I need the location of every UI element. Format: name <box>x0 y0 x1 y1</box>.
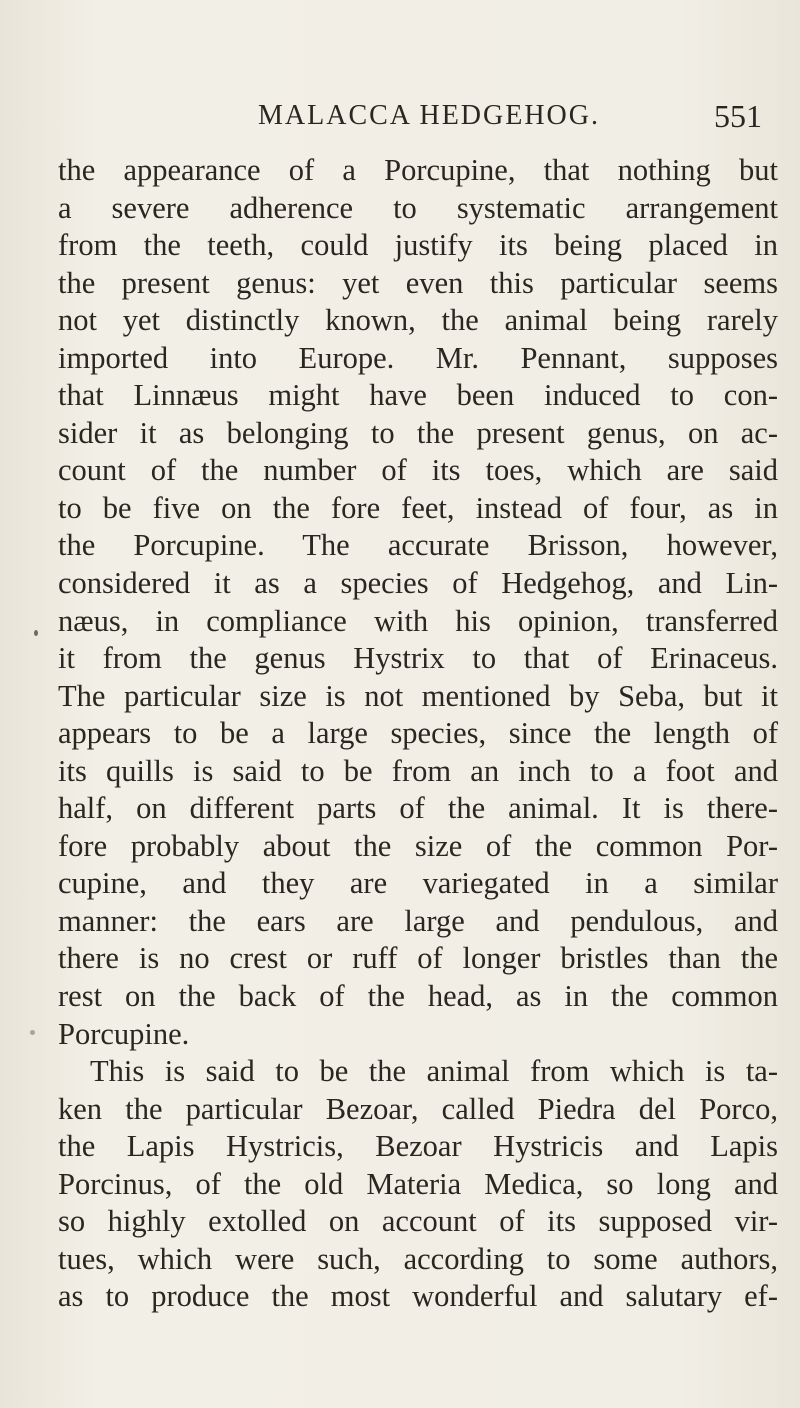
text-line: This is said to be the animal from which is ta- <box>90 1054 778 1089</box>
text-line: the Lapis Hystricis, Bezoar Hystricis and Lapis <box>58 1129 778 1164</box>
text-line: cupine, and they are variegated in a similar <box>58 866 778 901</box>
page-header <box>258 100 762 138</box>
text-line: the present genus: yet even this particular seems <box>58 265 778 300</box>
text-line: sider it as belonging to the present genus, on ac- <box>58 415 778 450</box>
text-line: half, on different parts of the animal. It is there- <box>58 791 778 826</box>
margin-mark <box>34 630 38 636</box>
margin-mark <box>30 1030 35 1035</box>
text-line: as to produce the most wonderful and salutary ef- <box>58 1279 778 1314</box>
text-line: not yet distinctly known, the animal being rarely <box>58 303 778 338</box>
text-line: it from the genus Hystrix to that of Erinaceus. <box>58 641 778 676</box>
text-line: næus, in compliance with his opinion, transferred <box>58 603 778 638</box>
text-line: Porcinus, of the old Materia Medica, so long and <box>58 1166 778 1201</box>
text-line: ken the particular Bezoar, called Piedra del Porco, <box>58 1091 778 1126</box>
text-line: its quills is said to be from an inch to a foot and <box>58 753 778 788</box>
text-line: count of the number of its toes, which are said <box>58 453 778 488</box>
text-line: from the teeth, could justify its being placed in <box>58 228 778 263</box>
text-line: appears to be a large species, since the length of <box>58 716 778 751</box>
paragraph-2 <box>58 1053 778 1316</box>
running-title: MALACCA HEDGEHOG. <box>258 100 600 131</box>
text-line: a severe adherence to systematic arrangement <box>58 190 778 225</box>
text-line: manner: the ears are large and pendulous, and <box>58 903 778 938</box>
paragraph-1 <box>58 152 778 1053</box>
text-line: the appearance of a Porcupine, that nothing but <box>58 153 778 187</box>
text-line: imported into Europe. Mr. Pennant, supposes <box>58 340 778 375</box>
text-line: The particular size is not mentioned by Seba, but it <box>58 678 778 713</box>
text-line: the Porcupine. The accurate Brisson, however, <box>58 528 778 563</box>
text-line: Porcupine. <box>58 1016 190 1051</box>
page-number: 551 <box>714 98 762 134</box>
body-text <box>58 152 778 1316</box>
text-line: to be five on the fore feet, instead of four, as in <box>58 490 778 525</box>
text-line: there is no crest or ruff of longer bristles than the <box>58 941 778 976</box>
text-line: tues, which were such, according to some authors, <box>58 1241 778 1276</box>
text-line: fore probably about the size of the common Por- <box>58 828 778 863</box>
text-line: that Linnæus might have been induced to con- <box>58 378 778 413</box>
text-line: considered it as a species of Hedgehog, and Lin- <box>58 566 778 601</box>
text-line: so highly extolled on account of its supposed vir- <box>58 1204 778 1239</box>
text-line: rest on the back of the head, as in the common <box>58 979 778 1014</box>
